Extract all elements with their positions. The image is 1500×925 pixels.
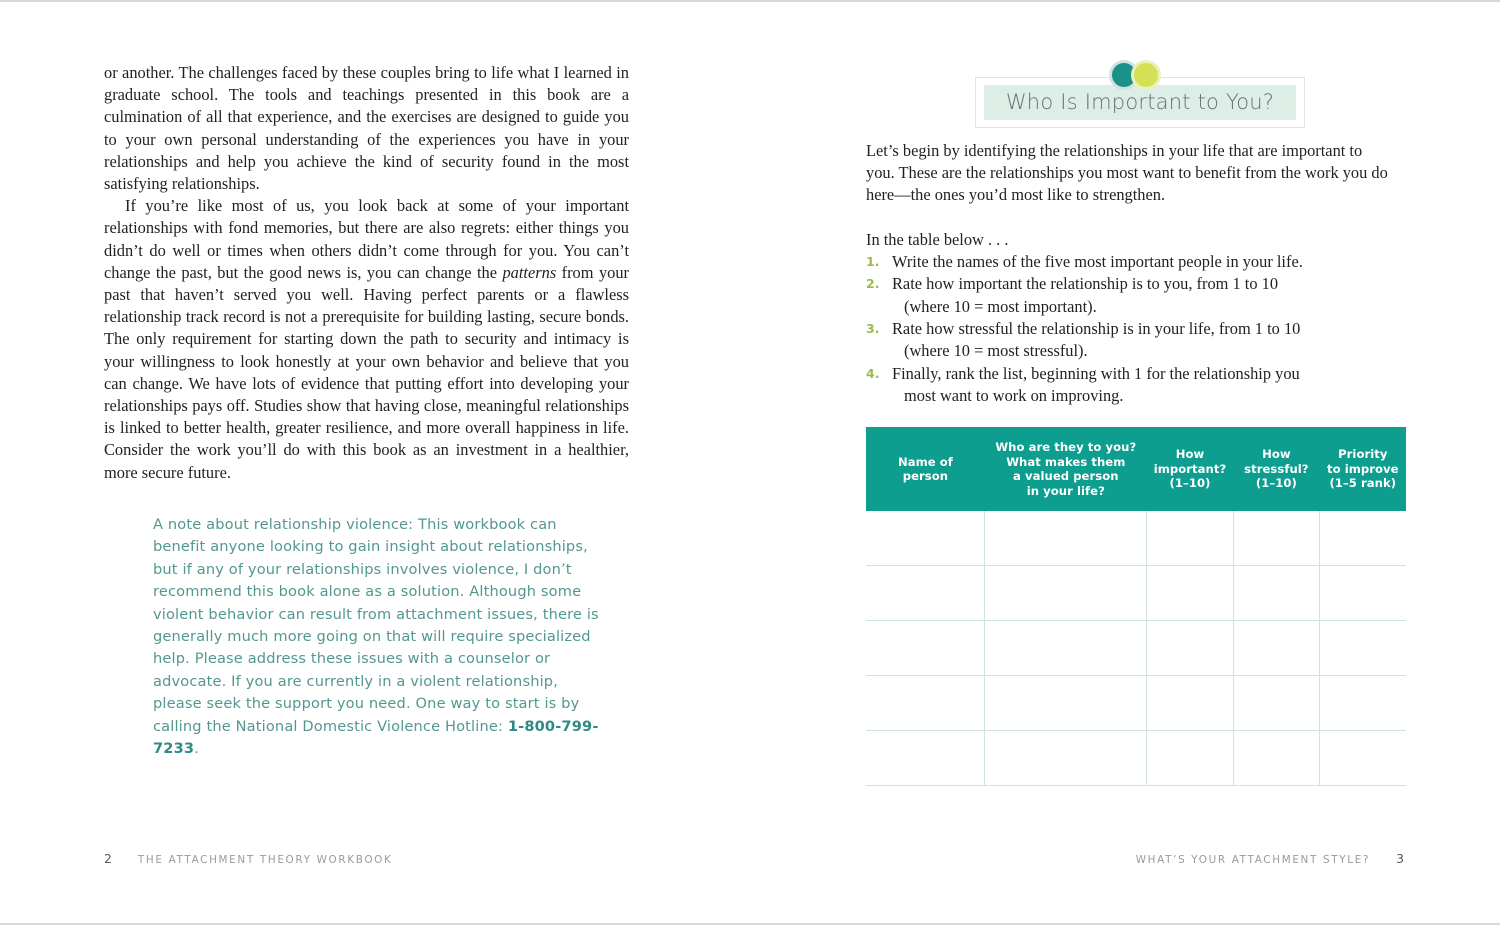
page-number-right: 3 bbox=[1396, 851, 1404, 866]
paragraph-patterns bbox=[104, 195, 629, 484]
paragraph-continuation: or another. The challenges faced by these couples bring to life what I learned in graduate school. The tools and teachings presented in this book are a culmination of all that experience, and the exercises are designed to guide you to your own personal understanding of the experiences you have in your relationships and help you achieve the kind of security found in the most satisfying relationships. bbox=[104, 63, 629, 194]
right-page-body-text bbox=[866, 140, 1394, 408]
paragraph-text-before-italic: If you’re like most of us, you look back at some of your important relationships with fond memories, but there are also regrets: either things you didn’t do well or times when others didn’t come through for you. You can’t change the past, but the good news is, you can change the bbox=[104, 196, 629, 282]
table-row[interactable] bbox=[866, 621, 1406, 676]
relationship-worksheet-table[interactable] bbox=[866, 427, 1406, 786]
table-row[interactable] bbox=[866, 566, 1406, 621]
cell-who-are-they[interactable] bbox=[985, 621, 1147, 676]
cell-who-are-they[interactable] bbox=[985, 676, 1147, 731]
column-header-line: What makes them bbox=[1006, 454, 1126, 469]
left-page-body-text bbox=[104, 62, 629, 484]
note-text bbox=[153, 514, 605, 760]
cell-how-important[interactable] bbox=[1147, 621, 1233, 676]
column-header-line: Priority bbox=[1338, 447, 1388, 462]
list-item bbox=[866, 363, 1394, 408]
cell-who-are-they[interactable] bbox=[985, 566, 1147, 621]
column-header-line: person bbox=[902, 469, 949, 484]
column-header-line: a valued person bbox=[1013, 469, 1119, 484]
column-header-line: to improve bbox=[1326, 461, 1399, 476]
list-item-label: Write the names of the five most important people in your life. bbox=[892, 251, 1303, 271]
list-item-number: 3. bbox=[866, 321, 880, 337]
list-item-number: 4. bbox=[866, 365, 880, 381]
left-page bbox=[0, 2, 750, 923]
column-header-line: (1–10) bbox=[1169, 476, 1211, 491]
cell-who-are-they[interactable] bbox=[985, 511, 1147, 566]
column-header-line: in your life? bbox=[1026, 483, 1105, 498]
instruction-list bbox=[866, 251, 1394, 408]
column-header-line: Who are they to you? bbox=[995, 440, 1137, 454]
cell-name-of-person[interactable] bbox=[866, 676, 985, 731]
cell-priority[interactable] bbox=[1320, 511, 1406, 566]
note-period: . bbox=[194, 740, 199, 758]
column-header-line: (1–10) bbox=[1255, 476, 1297, 491]
relationship-violence-note bbox=[153, 514, 605, 760]
cell-priority[interactable] bbox=[1320, 621, 1406, 676]
column-header-how-important bbox=[1147, 427, 1233, 511]
list-item bbox=[866, 273, 1394, 318]
hotline-number: 1-800-799-7233 bbox=[153, 717, 599, 758]
table-body[interactable] bbox=[866, 511, 1406, 786]
right-page-footer bbox=[1136, 851, 1404, 866]
list-item-sublabel: most want to work on improving. bbox=[904, 386, 1124, 406]
table-row[interactable] bbox=[866, 511, 1406, 566]
cell-name-of-person[interactable] bbox=[866, 621, 985, 676]
list-item-label: Rate how stressful the relationship is in your life, from 1 to 10 bbox=[892, 319, 1301, 339]
column-header-priority-to-improve bbox=[1320, 427, 1406, 511]
running-head-right: WHAT’S YOUR ATTACHMENT STYLE? bbox=[1135, 854, 1371, 866]
running-head-left: THE ATTACHMENT THEORY WORKBOOK bbox=[137, 854, 393, 866]
cell-how-important[interactable] bbox=[1147, 566, 1233, 621]
column-header-who-are-they bbox=[985, 427, 1147, 511]
list-item bbox=[866, 318, 1394, 363]
section-title: Who Is Important to You? bbox=[1005, 90, 1275, 114]
lead-in-text: In the table below . . . bbox=[866, 229, 1009, 249]
cell-priority[interactable] bbox=[1320, 731, 1406, 786]
cell-priority[interactable] bbox=[1320, 676, 1406, 731]
cell-name-of-person[interactable] bbox=[866, 731, 985, 786]
list-item-sublabel: (where 10 = most stressful). bbox=[904, 341, 1088, 361]
list-item-label: Finally, rank the list, beginning with 1 for the relationship you bbox=[892, 363, 1300, 383]
section-banner bbox=[975, 60, 1305, 128]
book-spread bbox=[0, 2, 1500, 923]
cell-priority[interactable] bbox=[1320, 566, 1406, 621]
cell-name-of-person[interactable] bbox=[866, 566, 985, 621]
paragraph-spacer bbox=[866, 207, 1394, 229]
column-header-line: (1–5 rank) bbox=[1329, 476, 1397, 491]
cell-how-important[interactable] bbox=[1147, 511, 1233, 566]
table-row[interactable] bbox=[866, 676, 1406, 731]
cell-name-of-person[interactable] bbox=[866, 511, 985, 566]
note-body: A note about relationship violence: This workbook can benefit anyone looking to gain insight about relationships, but if any of your relationships involves violence, I don’t recommend this book alone as a solution. Although some violent behavior can result from attachment issues, there is generally much more going on that will require specialized help. Please address these issues with a counselor or advocate. If you are currently in a violent relationship, please seek the support you need. One way to start is by calling the National Domestic Violence Hotline: bbox=[153, 516, 599, 735]
cell-how-stressful[interactable] bbox=[1233, 566, 1319, 621]
list-item-sublabel: (where 10 = most important). bbox=[904, 296, 1097, 316]
column-header-line: Name of bbox=[897, 454, 953, 469]
column-header-line: stressful? bbox=[1244, 461, 1309, 476]
column-header-line: How bbox=[1175, 447, 1205, 462]
column-header-line: important? bbox=[1153, 461, 1227, 476]
table-row[interactable] bbox=[866, 731, 1406, 786]
table-header bbox=[866, 427, 1406, 511]
cell-how-stressful[interactable] bbox=[1233, 731, 1319, 786]
column-header-line: How bbox=[1262, 447, 1291, 462]
page-number-left: 2 bbox=[104, 851, 112, 866]
intro-paragraph: Let’s begin by identifying the relationships in your life that are important to you. These are the relationships you most want to benefit from the work you do here—the ones you’d most like to strengthen. bbox=[866, 141, 1388, 205]
left-page-footer bbox=[104, 851, 393, 866]
cell-how-stressful[interactable] bbox=[1233, 676, 1319, 731]
cell-how-stressful[interactable] bbox=[1233, 621, 1319, 676]
list-item-label: Rate how important the relationship is to you, from 1 to 10 bbox=[892, 274, 1279, 294]
cell-who-are-they[interactable] bbox=[985, 731, 1147, 786]
column-header-how-stressful bbox=[1233, 427, 1319, 511]
right-page bbox=[750, 2, 1500, 923]
cell-how-important[interactable] bbox=[1147, 731, 1233, 786]
column-header-name-of-person bbox=[866, 427, 985, 511]
table-header-row bbox=[866, 427, 1406, 511]
worksheet-table[interactable] bbox=[866, 427, 1406, 786]
cell-how-stressful[interactable] bbox=[1233, 511, 1319, 566]
cell-how-important[interactable] bbox=[1147, 676, 1233, 731]
list-item bbox=[866, 251, 1394, 273]
italic-word-patterns: patterns bbox=[502, 262, 557, 282]
list-item-number: 2. bbox=[866, 276, 880, 292]
list-item-number: 1. bbox=[866, 253, 880, 269]
paragraph-text-after-italic: from your past that haven’t served you well. Having perfect parents or a flawless relationship track record is not a prerequisite for building lasting, secure bonds. The only requirement for starting down the path to security and intimacy is your willingness to look honestly at your own behavior and believe that you can change. We have lots of evidence that putting effort into developing your relationships pays off. Studies show that having close, meaningful relationships is linked to better health, greater resilience, and more overall happiness in life. Consider the work you’ll do with this book as an investment in a healthier, more secure future. bbox=[104, 262, 629, 482]
